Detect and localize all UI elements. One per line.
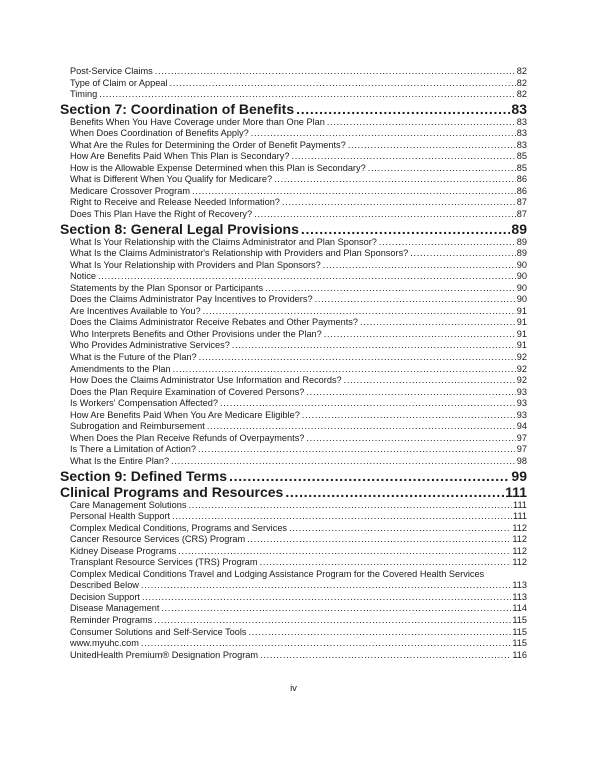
toc-entry-page: 112	[512, 557, 527, 568]
dot-leader	[274, 174, 516, 186]
toc-entry-title: How Does the Claims Administrator Use Information and Records?	[70, 375, 342, 386]
toc-entry-title: Does the Claims Administrator Pay Incentives to Providers?	[70, 294, 313, 305]
dot-leader	[232, 340, 516, 352]
toc-entry-title: What Are the Rules for Determining the Order of Benefit Payments?	[70, 139, 346, 150]
toc-entry	[60, 627, 527, 639]
dot-leader	[142, 592, 511, 604]
toc-entry-page: 90	[516, 259, 527, 270]
toc-entry	[60, 163, 527, 175]
toc-entry-title: Who Provides Administrative Services?	[70, 340, 230, 351]
dot-leader	[323, 260, 516, 272]
toc-entry	[60, 615, 527, 627]
toc-entry-page: 90	[516, 282, 527, 293]
toc-entry-title: Notice	[70, 271, 97, 282]
toc-entry-page: 116	[512, 649, 527, 660]
toc-entry	[60, 603, 527, 615]
dot-leader	[315, 294, 516, 306]
toc-list	[60, 66, 527, 661]
toc-entry	[60, 306, 527, 318]
toc-entry-title: Does This Plan Have the Right of Recovery?	[70, 209, 253, 220]
toc-entry	[60, 128, 527, 140]
dot-leader	[154, 615, 511, 627]
toc-section-heading	[60, 101, 527, 117]
toc-section-heading	[60, 484, 527, 500]
dot-leader	[178, 546, 511, 558]
dot-leader	[141, 638, 511, 650]
dot-leader	[251, 128, 516, 140]
toc-section-heading	[60, 468, 527, 484]
toc-entry-page: 94	[516, 421, 527, 432]
dot-leader	[296, 101, 510, 117]
toc-entry-page: 83	[516, 139, 527, 150]
toc-entry	[60, 638, 527, 650]
toc-entry	[60, 66, 527, 78]
dot-leader	[410, 248, 515, 260]
toc-entry-page: 92	[516, 363, 527, 374]
toc-entry-title: Benefits When You Have Coverage under More than One Plan	[70, 116, 325, 127]
toc-entry	[60, 260, 527, 272]
dot-leader	[344, 375, 516, 387]
toc-entry-page: 91	[516, 328, 527, 339]
toc-entry	[60, 197, 527, 209]
toc-entry-title: Disease Management	[70, 603, 160, 614]
toc-entry-title: Right to Receive and Release Needed Information?	[70, 197, 280, 208]
toc-entry-page: 86	[516, 185, 527, 196]
dot-leader	[198, 444, 516, 456]
dot-leader	[199, 352, 516, 364]
toc-entry-title: Are Incentives Available to You?	[70, 305, 201, 316]
toc-entry	[60, 410, 527, 422]
toc-entry-title: Complex Medical Conditions, Programs and Services	[70, 522, 288, 533]
toc-entry-page: 92	[516, 375, 527, 386]
toc-entry	[60, 317, 527, 329]
toc-entry-page: 115	[512, 614, 527, 625]
dot-leader	[260, 650, 511, 662]
toc-entry-title: How Are Benefits Paid When You Are Medicare Eligible?	[70, 409, 300, 420]
toc-entry-title: How is the Allowable Expense Determined when this Plan is Secondary?	[70, 162, 366, 173]
toc-entry-title: Section 8: General Legal Provisions	[60, 220, 299, 237]
toc-entry	[60, 523, 527, 535]
toc-entry	[60, 650, 527, 662]
toc-entry-title: Consumer Solutions and Self-Service Tools	[70, 626, 247, 637]
toc-entry	[60, 398, 527, 410]
toc-entry-page: 91	[516, 305, 527, 316]
toc-entry-page: 86	[516, 174, 527, 185]
dot-leader	[379, 237, 516, 249]
dot-leader	[289, 523, 511, 535]
toc-entry-page: 82	[516, 89, 527, 100]
toc-entry-page: 91	[516, 317, 527, 328]
toc-entry-page: 87	[516, 209, 527, 220]
toc-entry-title: When Does Coordination of Benefits Apply?	[70, 128, 249, 139]
toc-entry-page: 111	[513, 499, 527, 510]
toc-entry	[60, 294, 527, 306]
toc-entry	[60, 174, 527, 186]
dot-leader	[291, 151, 515, 163]
toc-entry	[60, 329, 527, 341]
dot-leader	[265, 283, 516, 295]
toc-entry	[60, 444, 527, 456]
toc-entry-title: When Does the Plan Receive Refunds of Overpayments?	[70, 432, 305, 443]
toc-entry	[60, 352, 527, 364]
toc-entry-title: What Is Your Relationship with the Claims Administrator and Plan Sponsor?	[70, 236, 377, 247]
toc-section-heading	[60, 221, 527, 237]
toc-entry-page: 114	[512, 603, 527, 614]
toc-entry-page: 87	[516, 197, 527, 208]
toc-entry-page: 93	[516, 398, 527, 409]
toc-entry-page: 97	[516, 432, 527, 443]
toc-entry-title: www.myuhc.com	[70, 638, 139, 649]
toc-entry-title: Timing	[70, 89, 98, 100]
toc-entry-page: 112	[512, 545, 527, 556]
toc-entry-title: Does the Claims Administrator Receive Rebates and Other Payments?	[70, 317, 359, 328]
toc-entry-title: Kidney Disease Programs	[70, 545, 177, 556]
dot-leader	[260, 557, 512, 569]
toc-entry	[60, 433, 527, 445]
toc-entry-page: 89	[511, 220, 527, 237]
dot-leader	[301, 221, 511, 237]
dot-leader	[302, 410, 516, 422]
toc-entry	[60, 89, 527, 101]
toc-entry-page: 99	[511, 467, 527, 484]
toc-entry	[60, 151, 527, 163]
toc-entry-title: Who Interprets Benefits and Other Provisions under the Plan?	[70, 328, 322, 339]
toc-entry-title: Described Below	[70, 580, 139, 591]
dot-leader	[247, 534, 511, 546]
toc-entry-page: 112	[512, 534, 527, 545]
toc-entry-page: 89	[516, 236, 527, 247]
dot-leader	[155, 66, 516, 78]
toc-entry	[60, 546, 527, 558]
toc-entry	[60, 500, 527, 512]
dot-leader	[170, 78, 516, 90]
toc-entry-page: 83	[511, 100, 527, 117]
toc-entry-title: How Are Benefits Paid When This Plan is Secondary?	[70, 151, 290, 162]
toc-entry-page: 113	[512, 580, 527, 591]
toc-entry-title: What Is the Entire Plan?	[70, 455, 170, 466]
toc-entry-title: Transplant Resource Services (TRS) Program	[70, 557, 258, 568]
dot-leader	[172, 511, 512, 523]
toc-entry-page: 92	[516, 352, 527, 363]
dot-leader	[98, 271, 516, 283]
toc-entry-title: Decision Support	[70, 591, 140, 602]
toc-entry-page: 89	[516, 248, 527, 259]
toc-entry	[60, 364, 527, 376]
dot-leader	[188, 500, 512, 512]
toc-entry	[60, 375, 527, 387]
dot-leader	[368, 163, 516, 175]
toc-entry-page: 115	[512, 638, 527, 649]
dot-leader	[161, 603, 511, 615]
dot-leader	[203, 306, 516, 318]
toc-entry	[60, 557, 527, 569]
dot-leader	[192, 186, 516, 198]
toc-entry-page: 93	[516, 386, 527, 397]
toc-entry-title: Is Workers' Compensation Affected?	[70, 398, 218, 409]
dot-leader	[327, 117, 516, 129]
toc-entry-title: Reminder Programs	[70, 614, 153, 625]
toc-entry-title: Statements by the Plan Sponsor or Participants	[70, 282, 264, 293]
toc-entry-page: 115	[512, 626, 527, 637]
toc-entry-page: 90	[516, 294, 527, 305]
toc-entry	[60, 140, 527, 152]
toc-entry-page: 90	[516, 271, 527, 282]
toc-entry-title: Subrogation and Reimbursement	[70, 421, 205, 432]
toc-entry	[60, 248, 527, 260]
toc-entry-title: Complex Medical Conditions Travel and Lodging Assistance Program for the Covered Health Services	[70, 568, 485, 579]
toc-entry	[60, 283, 527, 295]
toc-entry	[60, 186, 527, 198]
dot-leader	[229, 468, 510, 484]
dot-leader	[324, 329, 516, 341]
page-number-footer	[60, 683, 527, 694]
dot-leader	[285, 484, 504, 500]
toc-entry	[60, 78, 527, 90]
toc-entry-page: 112	[512, 522, 527, 533]
toc-entry-page: 85	[516, 151, 527, 162]
dot-leader	[141, 580, 511, 592]
toc-entry-page: 111	[505, 483, 527, 500]
toc-entry-page: 111	[513, 511, 527, 522]
dot-leader	[254, 209, 516, 221]
toc-entry-title: Personal Health Support	[70, 511, 171, 522]
toc-entry-title: UnitedHealth Premium® Designation Program	[70, 649, 259, 660]
toc-entry	[60, 117, 527, 129]
toc-entry-page: 83	[516, 128, 527, 139]
toc-entry-title: Is There a Limitation of Action?	[70, 444, 196, 455]
toc-entry-title: Cancer Resource Services (CRS) Program	[70, 534, 246, 545]
dot-leader	[282, 197, 516, 209]
toc-entry-title: Clinical Programs and Resources	[60, 483, 284, 500]
toc-entry-page: 97	[516, 444, 527, 455]
toc-entry	[60, 580, 527, 592]
dot-leader	[171, 456, 516, 468]
dot-leader	[99, 89, 516, 101]
toc-entry-title: What is the Future of the Plan?	[70, 352, 197, 363]
toc-entry-page: 113	[512, 591, 527, 602]
toc-entry-page: 83	[516, 116, 527, 127]
dot-leader	[306, 433, 515, 445]
toc-entry-page: 82	[516, 77, 527, 88]
dot-leader	[173, 364, 516, 376]
toc-entry-title: What Is the Claims Administrator's Relationship with Providers and Plan Sponsors?	[70, 248, 409, 259]
toc-entry-title: Amendments to the Plan	[70, 363, 171, 374]
toc-entry-title: Medicare Crossover Program	[70, 185, 190, 196]
dot-leader	[249, 627, 512, 639]
toc-entry-title: Section 7: Coordination of Benefits	[60, 100, 295, 117]
toc-entry	[60, 209, 527, 221]
toc-entry-page: 91	[516, 340, 527, 351]
page-number-label: iv	[290, 683, 297, 694]
toc-entry	[60, 387, 527, 399]
dot-leader	[348, 140, 516, 152]
toc-entry-title: Post-Service Claims	[70, 66, 153, 76]
toc-entry	[60, 421, 527, 433]
dot-leader	[360, 317, 516, 329]
toc-entry-page: 98	[516, 455, 527, 466]
toc-entry	[60, 456, 527, 468]
toc-entry-page: 93	[516, 409, 527, 420]
toc-entry-title: Type of Claim or Appeal	[70, 77, 168, 88]
toc-entry	[60, 511, 527, 523]
toc-entry	[60, 237, 527, 249]
toc-entry-title: What is Different When You Qualify for Medicare?	[70, 174, 273, 185]
toc-entry-page: 85	[516, 162, 527, 173]
toc-entry	[60, 569, 527, 581]
dot-leader	[306, 387, 515, 399]
toc-entry-title: Care Management Solutions	[70, 499, 187, 510]
toc-entry	[60, 340, 527, 352]
dot-leader	[207, 421, 516, 433]
toc-entry-title: What Is Your Relationship with Providers and Plan Sponsors?	[70, 259, 321, 270]
toc-entry-title: Section 9: Defined Terms	[60, 467, 228, 484]
toc-entry	[60, 592, 527, 604]
toc-entry-title: Does the Plan Require Examination of Covered Persons?	[70, 386, 305, 397]
toc-entry	[60, 271, 527, 283]
toc-entry-page: 82	[516, 66, 527, 76]
dot-leader	[220, 398, 516, 410]
toc-entry	[60, 534, 527, 546]
